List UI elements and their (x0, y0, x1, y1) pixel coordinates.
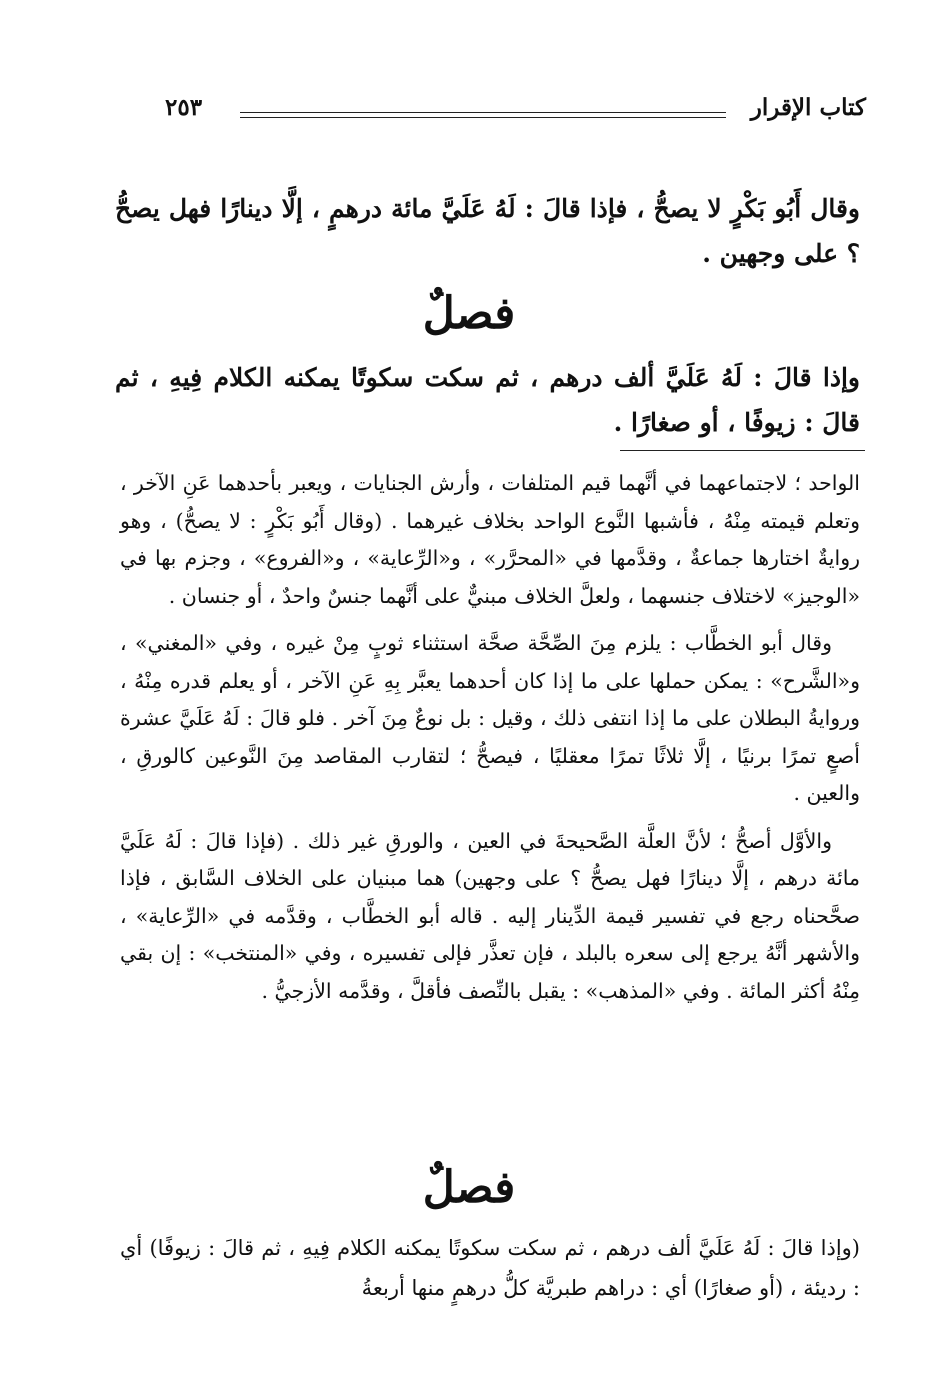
commentary-paragraph-1: الواحد ؛ لاجتماعهما في أنَّهما قيم المتلفات ، وأرش الجنايات ، ويعبر بأحدهما عَنِ الآخر ، وتعلم قيمته مِنْهُ ، فأشبها النَّوع الواحد بخلاف غيرهما . (وقال أَبُو بَكْرٍ : لا يصحُّ) ، وهو روايةٌ اختارها جماعةٌ ، وقدَّمها في «المحرَّر» ، و«الرِّعاية» ، و«الفروع» ، وجزم بها في «الوجيز» لاختلاف جنسهما ، ولعلَّ الخلاف مبنيٌّ على أنَّهما جنسٌ واحدٌ ، أو جنسان . (120, 471, 860, 608)
section-heading-fasl-1: فصلٌ (422, 288, 516, 339)
commentary (120, 465, 860, 1010)
commentary-paragraph-3: والأوَّل أصحُّ ؛ لأنَّ العلَّة الصَّحيحةَ في العين ، والورقِ غير ذلك . (فإذا قالَ : لَهُ عَلَيَّ مائة درهم ، إلَّا دينارًا فهل يصحُّ ؟ على وجهين) هما مبنيان على الخلاف السَّابق ، فإذا صحَّحناه رجع في تفسير قيمة الدِّينار إليه . قاله أبو الخطَّاب ، وقدَّمه في «الرِّعاية» ، والأشهر أنَّهُ يرجع إلى سعره بالبلد ، فإن تعذَّر فإلى تفسيره ، وفي «المنتخب» : إن بقي مِنْهُ أكثر المائة . وفي «المذهب» : يقبل بالنِّصف فأقلَّ ، وقدَّمه الأزجيُّ . (120, 828, 860, 1003)
header-title: كتاب الإقرار (750, 94, 866, 121)
section-heading-fasl-2: فصلٌ (422, 1162, 516, 1213)
commentary-paragraph-4: (وإذا قالَ : لَهُ عَلَيَّ ألف درهم ، ثم سكت سكوتًا يمكنه الكلام فِيهِ ، ثم قالَ : زيوفًا) أي : رديئة ، (أو صغارًا) أي : دراهم طبريَّة كلُّ درهمٍ منها أربعةُ (120, 1236, 860, 1300)
header-rule (240, 112, 726, 118)
separator-rule (620, 450, 865, 451)
page-number: ٢٥٣ (165, 94, 203, 121)
commentary-paragraph-2: وقال أبو الخطَّاب : يلزم مِنَ الصِّحَّة صحَّة استثناء ثوبٍ مِنْ غيره ، وفي «المغني» ، و«الشَّرح» : يمكن حملها على ما إذا كان أحدهما يعبَّر بِهِ عَنِ الآخر ، أو يعلم قدره مِنْهُ ، وروايةُ البطلان على ما إذا انتفى ذلك ، وقيل : بل نوعٌ مِنَ آخر . فلو قالَ : لَهُ عَلَيَّ عشرة أصعٍ تمرًا برنيًا ، إلَّا ثلاثًا تمرًا معقليًا ، فيصحُّ ؛ لتقارب المقاصد مِنَ النَّوعين كالورقِ ، والعين . (120, 631, 860, 805)
running-header (165, 90, 866, 130)
matn-paragraph-1: وقال أَبُو بَكْرٍ لا يصحُّ ، فإذا قالَ : لَهُ عَلَيَّ مائة درهمٍ ، إلَّا دينارًا فهل يصحُّ ؟ على وجهين . (115, 194, 860, 268)
matn-paragraph-2: وإذا قالَ : لَهُ عَلَيَّ ألف درهم ، ثم سكت سكوتًا يمكنه الكلام فِيهِ ، ثم قالَ : زيوفًا ، أو صغارًا . (115, 363, 860, 437)
